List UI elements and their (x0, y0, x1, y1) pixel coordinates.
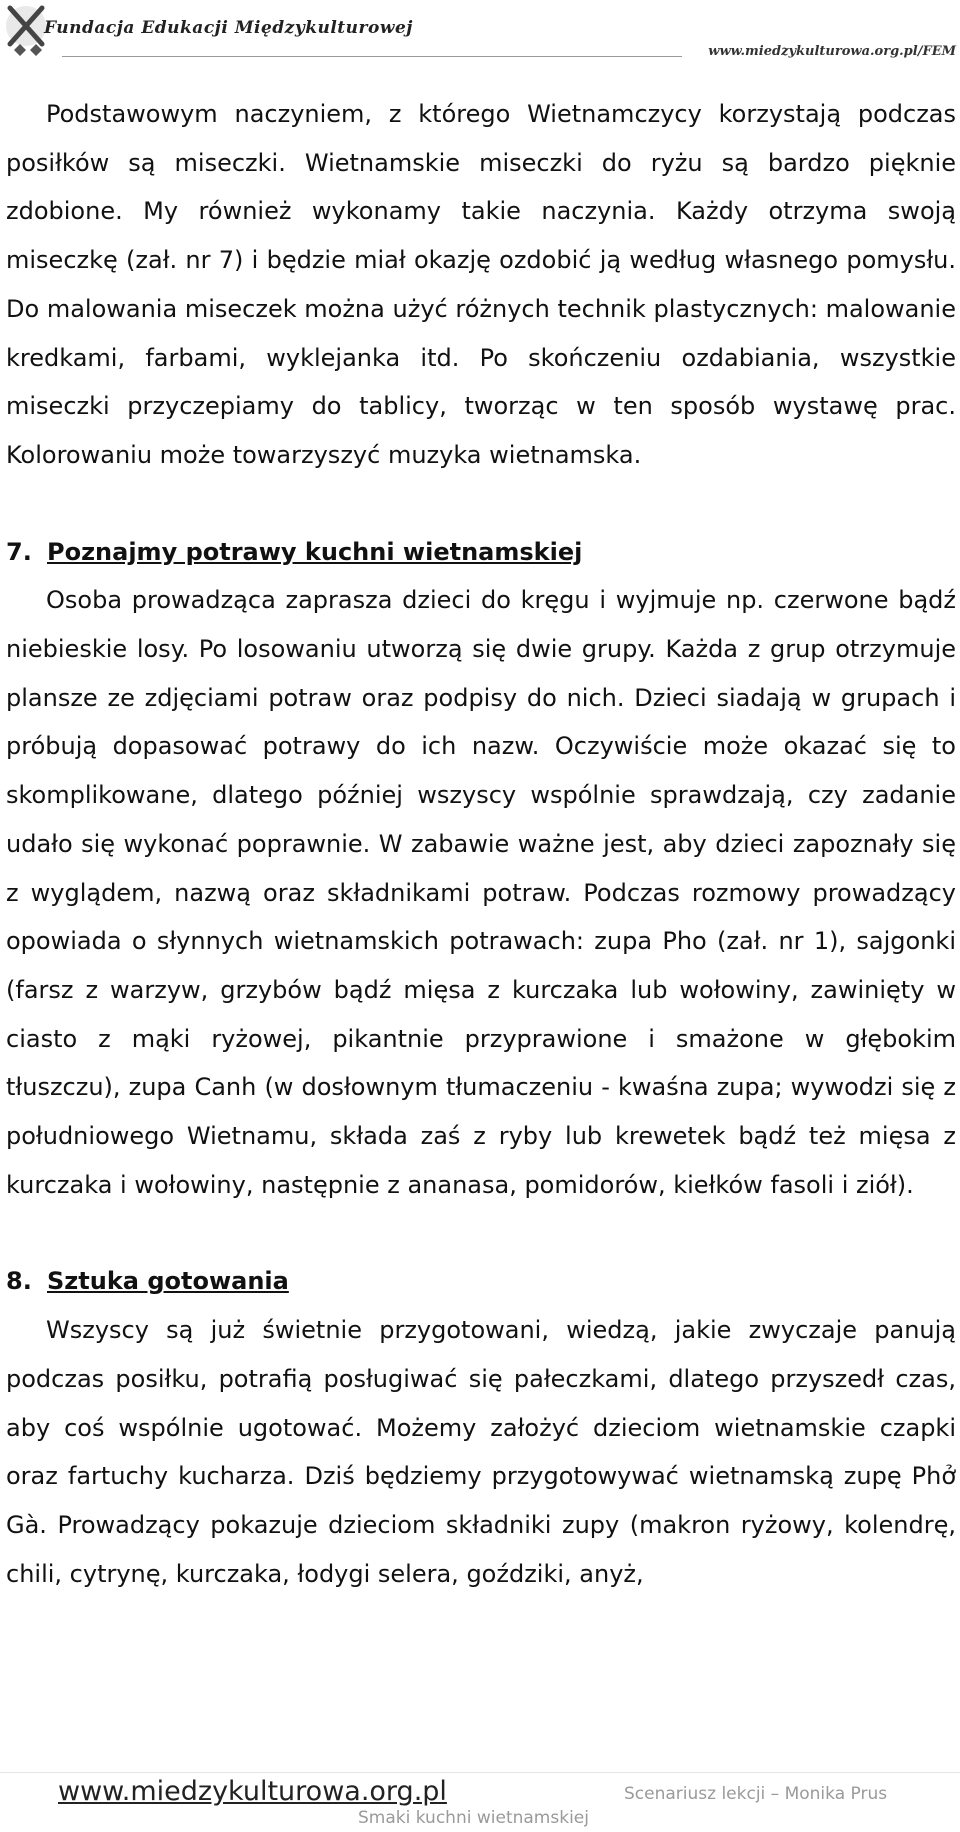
section-7-paragraph: Osoba prowadząca zaprasza dzieci do kręgu i wyjmuje np. czerwone bądź niebieskie losy. Po losowaniu utworzą się dwie grupy. Każda z grup otrzymuje plansze ze zdjęciami potraw oraz podpisy do nich. Dzieci siadają w grupach i próbują dopasować potrawy do ich nazw. Oczywiście może okazać się to skomplikowane, dlatego później wszyscy wspólnie sprawdzają, czy zadanie udało się wykonać poprawnie. W zabawie ważne jest, aby dzieci zapoznały się z wyglądem, nazwą oraz składnikami potraw. Podczas rozmowy prowadzący opowiada o słynnych wietnamskich potrawach: zupa Pho (zał. nr 1), sajgonki (farsz z warzyw, grzybów bądź mięsa z kurczaka lub wołowiny, zawinięty w ciasto z mąki ryżowej, pikantnie przyprawione i smażone w głębokim tłuszczu), zupa Canh (w dosłownym tłumaczeniu - kwaśna zupa; wywodzi się z południowego Wietnamu, składa zaś z ryby lub krewetek bądź też mięsa z kurczaka i wołowiny, następnie z ananasa, pomidorów, kiełków fasoli i ziół). (6, 586, 956, 1199)
footer-divider (0, 1772, 960, 1773)
footer-doc-title: Smaki kuchni wietnamskiej (358, 1808, 589, 1828)
section-title: Poznajmy potrawy kuchni wietnamskiej (47, 537, 583, 566)
section-8-paragraph: Wszyscy są już świetnie przygotowani, wiedzą, jakie zwyczaje panują podczas posiłku, potrafią posługiwać się pałeczkami, dlatego przyszedł czas, aby coś wspólnie ugotować. Możemy założyć dzieciom wietnamskie czapki oraz fartuchy kucharza. Dziś będziemy przygotowywać wietnamską zupę Phở Gà. Prowadzący pokazuje dzieciom składniki zupy (makron ryżowy, kolendrę, chili, cytrynę, kurczaka, łodygi selera, goździki, anyż, (6, 1316, 956, 1588)
intro-paragraph: Podstawowym naczyniem, z którego Wietnamczycy korzystają podczas posiłków są miseczki. Wietnamskie miseczki do ryżu są bardzo pięknie zdobione. My również wykonamy takie naczynia. Każdy otrzyma swoją miseczkę (zał. nr 7) i będzie miał okazję ozdobić ją według własnego pomysłu. Do malowania miseczek można użyć różnych technik plastycznych: malowanie kredkami, farbami, wyklejanka itd. Po skończeniu ozdabiania, wszystkie miseczki przyczepiamy do tablicy, tworząc w ten sposób wystawę prac. Kolorowaniu może towarzyszyć muzyka wietnamska. (6, 100, 956, 469)
section-title: Sztuka gotowania (47, 1267, 289, 1296)
header-divider (62, 56, 682, 57)
section-7-heading (6, 528, 956, 577)
page-header (0, 0, 960, 62)
document-body (6, 90, 956, 1598)
footer-author: Scenariusz lekcji – Monika Prus (624, 1784, 888, 1804)
organization-name: Fundacja Edukacji Międzykulturowej (44, 18, 413, 38)
footer-url[interactable]: www.miedzykulturowa.org.pl (58, 1776, 447, 1807)
section-number: 7. (6, 537, 32, 566)
section-8-heading (6, 1257, 956, 1306)
section-number: 8. (6, 1267, 32, 1296)
header-url[interactable]: www.miedzykulturowa.org.pl/FEM (708, 44, 956, 59)
